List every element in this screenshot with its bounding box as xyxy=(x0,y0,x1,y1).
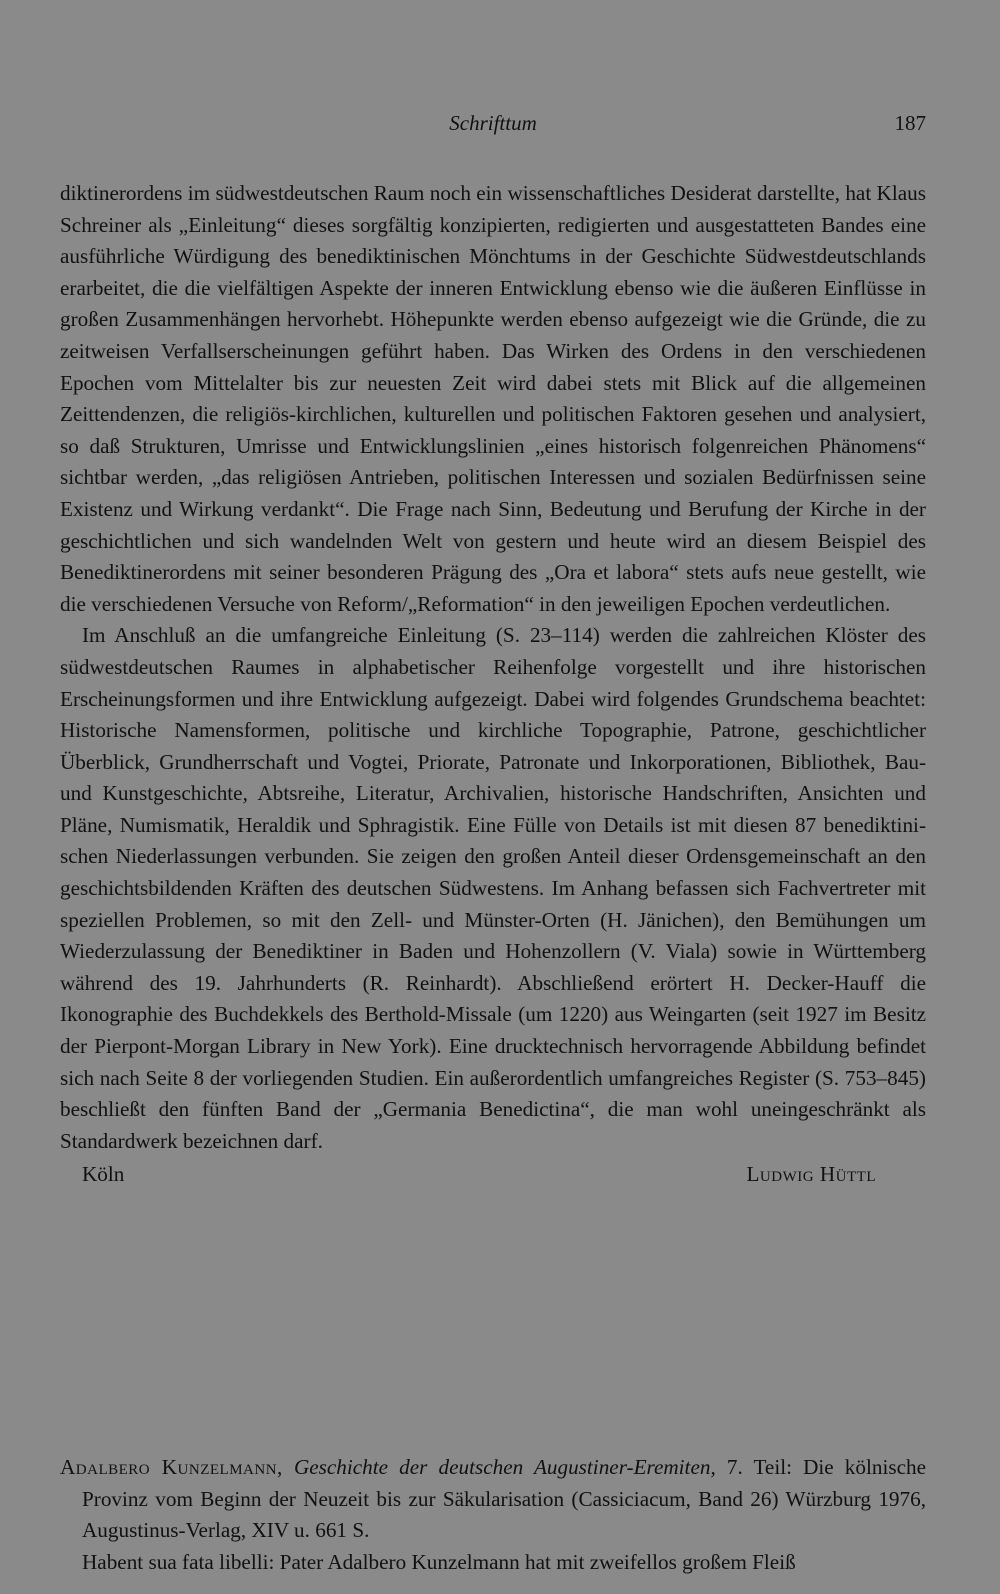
reviewer-name: Ludwig Hüttl xyxy=(746,1162,876,1187)
book-author: Adalbero Kunzelmann, xyxy=(60,1455,283,1479)
review-place: Köln xyxy=(82,1162,125,1187)
review-body xyxy=(60,178,926,1191)
review-paragraph-1: diktinerordens im südwestdeutschen Raum noch ein wissenschaftliches Desiderat darstellte, hat Klaus Schreiner als „Einleitung“ dieses sorgfältig konzipierten, redigierten und ausgestatteten Bandes eine ausführliche Würdigung des benediktinischen Mönchtums in der Geschichte Südwestdeutschlands erarbeitet, die die vielfältigen Aspekte der inneren Entwicklung ebenso wie die äußeren Einflüsse in großen Zusammenhängen hervorhebt. Höhepunkte werden ebenso aufgezeigt wie die Gründe, die zu zeitweisen Verfallserscheinungen geführt haben. Das Wirken des Ordens in den verschiedenen Epochen vom Mittelalter bis zur neuesten Zeit wird dabei stets mit Blick auf die allgemeinen Zeittendenzen, die religiös-kirchlichen, kulturellen und politischen Faktoren gesehen und analysiert, so daß Strukturen, Umrisse und Entwicklungslinien „eines historisch folgenreichen Phänomens“ sichtbar werden, „das religiösen Antrieben, politischen Interessen und sozialen Bedürfnissen seine Existenz und Wirkung verdankt“. Die Frage nach Sinn, Bedeutung und Berufung der Kirche in der geschichtlichen und sich wandelnden Welt von gestern und heute wird an diesem Beispiel des Benediktinerordens mit seiner besonderen Prägung des „Ora et labora“ stets aufs neue gestellt, wie die verschiedenen Versuche von Reform/„Reformation“ in den jeweiligen Epochen verdeutlichen. xyxy=(60,181,926,616)
running-title: Schrifttum xyxy=(449,111,537,135)
review-paragraph-2: Im Anschluß an die umfangreiche Einleitung (S. 23–114) werden die zahlreichen Klöster des südwestdeutschen Raumes in alphabetischer Reihenfolge vorgestellt und ihre historischen Erscheinungsformen und ihre Entwicklung aufgezeigt. Dabei wird folgendes Grundschema beachtet: Historische Namensformen, politische und kirchliche Topographie, Patrone, geschichtlicher Überblick, Grundherrschaft und Vogtei, Priorate, Patronate und Inkorporationen, Bibliothek, Bau- und Kunstgeschichte, Abtsreihe, Literatur, Archivalien, historische Handschriften, Ansichten und Pläne, Numismatik, Heraldik und Sphragistik. Eine Fülle von Details ist mit diesen 87 benediktinischen Niederlassungen verbunden. Sie zeigen den großen Anteil dieser Ordensgemeinschaft an den geschichtsbildenden Kräften des deutschen Südwestens. Im Anhang befassen sich Fachvertreter mit speziellen Problemen, so mit den Zell- und Münster-Orten (H. Jänichen), den Bemühungen um Wiederzulassung der Benediktiner in Baden und Hohenzollern (V. Viala) sowie in Württemberg während des 19. Jahrhunderts (R. Reinhardt). Abschließend erörtert H. Decker-Hauff die Ikonographie des Buchdekkels des Berthold-Missale (um 1220) aus Weingarten (seit 1927 im Besitz der Pierpont-Morgan Library in New York). Eine drucktechnisch hervorragende Abbildung befindet sich nach Seite 8 der vorliegenden Studien. Ein außerordentlich umfangreiches Register (S. 753–845) beschließt den fünften Band der „Germania Benedictina“, die man wohl uneingeschränkt als Standardwerk bezeichnen darf. xyxy=(60,623,926,1153)
review-signature xyxy=(60,1159,926,1191)
next-review-first-line: Habent sua fata libelli: Pater Adalbero Kunzelmann hat mit zweifellos großem Fleiß xyxy=(82,1549,796,1574)
book-title: Geschichte der deutschen Augustiner-Eremiten, xyxy=(293,1455,716,1479)
bibliographic-entry xyxy=(60,1452,926,1547)
page-number: 187 xyxy=(894,111,926,135)
page-header xyxy=(60,108,926,138)
book-citation: 7. Teil: Die kölnische Provinz vom Beginn der Neuzeit bis zur Säkularisation (Cassiciacum, Band 26) Würzburg 1976, Augustinus-Verlag, XIV u. 661 S. xyxy=(82,1455,926,1543)
next-review xyxy=(60,1452,926,1578)
